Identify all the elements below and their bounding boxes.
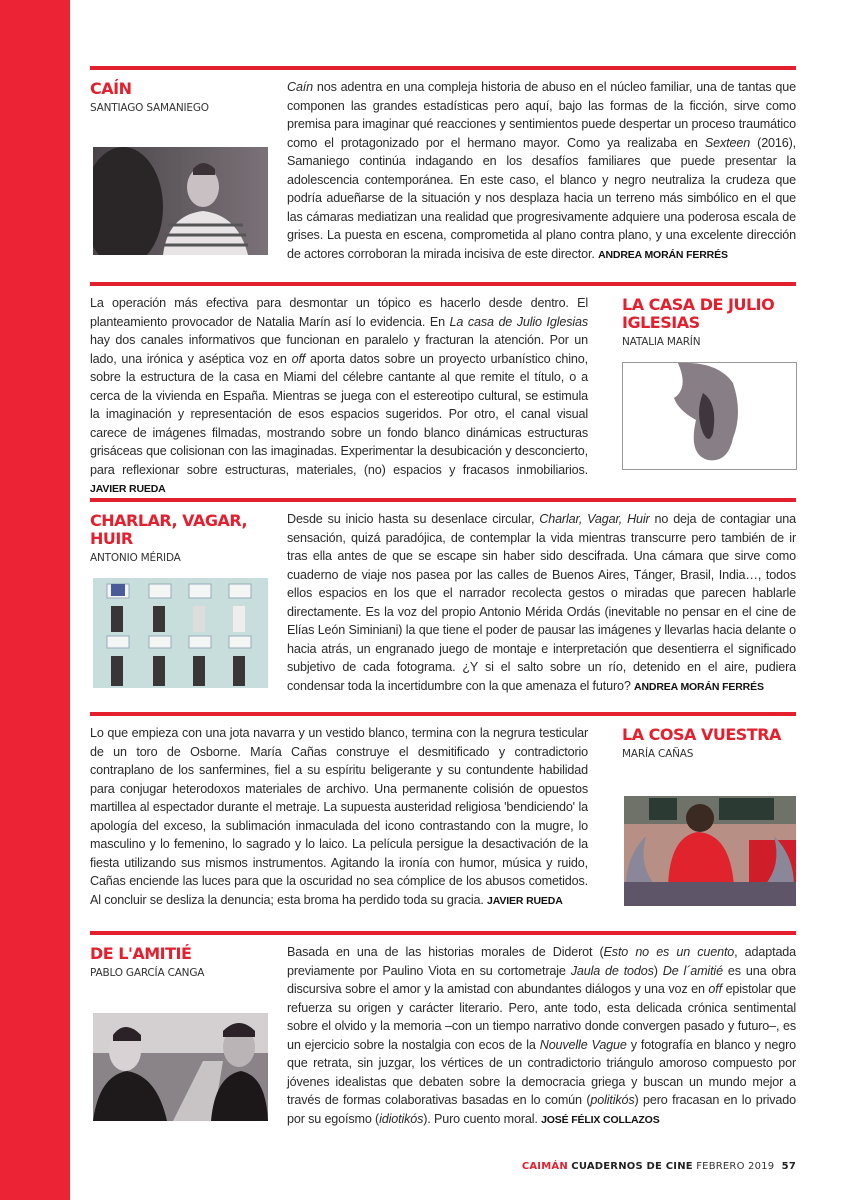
section-divider [90, 282, 796, 286]
text-run: ). Puro cuento moral. [423, 1111, 542, 1126]
photo-two-men-walking-icon [93, 1013, 268, 1121]
italic-title-run: Sexteen [704, 135, 751, 150]
section-divider [90, 931, 796, 935]
review-title: CAÍN [90, 79, 132, 98]
text-run: nos adentra en una compleja historia de abuso en el núcleo familiar, una de tantas que componen las grandes estadísticas pero aquí, bajo las formas de la ficción, sirve como premisa para imaginar qué reacciones y sentimientos puede despertar un proceso traumático como el protagonizado por el hermano mayor. Como ya realizaba en [287, 80, 796, 150]
film-still-image [624, 796, 799, 906]
text-run: Desde su inicio hasta su desenlace circular, [287, 512, 540, 526]
film-still-image [93, 1013, 268, 1121]
photo-grey-ink-structure-icon [623, 363, 796, 469]
review-director: PABLO GARCÍA CANGA [90, 967, 205, 979]
issue-date: FEBRERO 2019 [696, 1161, 775, 1172]
text-run: , adaptada previamente por Paulino Viota en su cortometraje [287, 945, 797, 978]
italic-title-run: La casa de Julio Iglesias [449, 314, 588, 329]
review-author: JAVIER RUEDA [487, 894, 563, 907]
italic-title-run: off [708, 982, 722, 996]
text-run: ) pero fracasan en lo privado por su egoísmo ( [287, 1093, 796, 1126]
text-run: La operación más efectiva para desmontar un tópico es hacerlo desde dentro. El planteamiento provocador de Natalia Marín así lo evidencia. En [90, 296, 588, 329]
italic-title-run: Charlar, Vagar, Huir [539, 512, 650, 526]
review-cain [90, 66, 796, 266]
text-run: (2016), Samaniego continúa indagando en los desafíos familiares que puede presentar la adolescencia contemporánea. En este caso, el blanco y negro neutraliza la crudeza que podría adueñarse de la situación y nos desplaza hacia un terreno más simbólico en el que las cámaras mediatizan una realidad que progresivamente adquiere una poderosa escala de grises. La puesta en escena, comprometida al plano contra plano, y una excelente dirección de actores corroboran la mirada incisiva de este director. [287, 135, 797, 261]
text-run: y fotografía en blanco y negro que retrata, sin juzgar, los vértices de un contradictorio triángulo amoroso compuesto por jóvenes idealistas que debaten sobre la democracia griega y buscan un mundo mejor a través de formas colaborativas basadas en lo común ( [287, 1037, 796, 1107]
review-la-casa-de-julio-iglesias [90, 282, 796, 495]
section-divider [90, 712, 796, 716]
italic-title-run: politikós [590, 1093, 635, 1107]
review-author: JOSÉ FÉLIX COLLAZOS [541, 1113, 660, 1126]
review-title: CHARLAR, VAGAR, HUIR [90, 511, 248, 548]
review-director: SANTIAGO SAMANIEGO [90, 102, 209, 114]
review-body [287, 943, 796, 1129]
film-still-image [622, 362, 797, 470]
text-run: aporta datos sobre un proyecto urbanístico chino, sobre la estructura de la casa en Miami del célebre cantante al que remite el título, o a cerca de la vivienda en España. Mientras se juega con el estereotipo cultural, se estimula la imaginación y representación de esos espacios sugeridos. Por otro, el canal visual carece de imágenes filmadas, mostrando sobre un fondo blanco dinámicas estructuras grisáceas que colisionan con las imaginadas. Experimentar la desubicación y desconcierto, para reflexionar sobre estructuras, materiales, (no) espacios y fracasos inmobiliarios. [90, 351, 588, 477]
text-run: epistolar que refuerza su origen y carácter literario. Pero, ante todo, esta delicada crónica sentimental sobre el olvido y la memoria –con un tiempo narrativo donde convergen pasado y futuro–, es un ejercicio sobre la nostalgia con ecos de la [287, 982, 796, 1052]
review-title: LA COSA VUESTRA [622, 725, 781, 744]
page-number: 57 [781, 1161, 796, 1172]
red-sidebar-band [0, 0, 70, 1200]
review-director: ANTONIO MÉRIDA [90, 552, 181, 564]
italic-title-run: De l´amitié [662, 963, 723, 978]
text-run: no deja de contagiar una sensación, quizá paradójica, de contemplar la vida mientras transcurre pero también de ir tras ella antes de que se escape sin haber sido descifrada. Una cámara que sirve como cuaderno de viaje nos pasea por las calles de Buenos Aires, Tánger, Brasil, India…, todos ellos espacios en los que el narrador recolecta gestos o miradas que parecen hablarle directamente. Es la voz del propio Antonio Mérida Ordás (inevitable no pensar en el cine de Elías León Siminiani) la que tiene el poder de pausar las imágenes y llevarlas hacia delante o hacia atrás, un engranado juego de montaje e interpretación que desentierra el significado subjetivo de cada fotograma. ¿Y si el salto sobre un río, detenido en el aire, pudiera condensar toda la incertidumbre con la que amenaza el futuro? [287, 512, 796, 693]
text-run: Basada en una de las historias morales de Diderot ( [287, 945, 604, 959]
review-director: NATALIA MARÍN [622, 336, 701, 348]
section-divider [90, 498, 796, 502]
text-run: Lo que empieza con una jota navarra y un vestido blanco, termina con la negrura testicular de un toro de Osborne. María Cañas construye el desmitificado y contradictorio contraplano de los sanfermines, fiel a su espíritu beligerante y su contundente habilidad para conjugar heterodoxos materiales de archivo. Una permanente colisión de opuestos martillea al espectador durante el metraje. La supuesta austeridad religiosa 'bendiciendo' la apología del exceso, la sublimación inmaculada del icono contrastando con la mugre, lo masculino y lo femenino, lo sagrado y lo laico. La película persigue la desactivación de la fiesta utilizando sus mismos instrumentos. Agitando la ironía con humor, música y ruido, Cañas enciende las luces para que la oscuridad no sea cómplice de los abusos cometidos. Al concluir se desliza la denuncia; esta broma ha perdido toda su gracia. [90, 726, 588, 907]
review-author: ANDREA MORÁN FERRÉS [634, 680, 764, 693]
text-run: es una obra discursiva sobre el amor y la amistad con abundantes diálogos y una voz en [287, 963, 796, 996]
review-author: ANDREA MORÁN FERRÉS [598, 248, 728, 261]
italic-title-run: idiotikós [379, 1111, 424, 1126]
magazine-brand: CAIMÁN [521, 1161, 568, 1172]
italic-title-run: Nouvelle Vague [539, 1037, 627, 1052]
photo-building-facade-icon [93, 578, 268, 688]
review-body [287, 510, 796, 696]
photo-bullfighter-red-shirt-icon [624, 796, 796, 906]
italic-title-run: off [291, 351, 306, 366]
photo-boy-striped-shirt-icon [93, 147, 268, 255]
review-body [287, 78, 796, 264]
film-still-image [93, 578, 268, 688]
italic-title-run: Esto no es un cuento [603, 945, 735, 959]
review-de-lamitie [90, 931, 796, 1131]
section-divider [90, 66, 796, 70]
text-run: ) [653, 963, 663, 978]
text-run: hay dos canales informativos que funcionan en paralelo y fracturan la atención. Por un lado, una irónica y aséptica voz en [90, 333, 588, 366]
review-director: MARÍA CAÑAS [622, 748, 694, 760]
review-title: LA CASA DE JULIO IGLESIAS [622, 295, 775, 332]
review-charlar-vagar-huir [90, 498, 796, 698]
magazine-subtitle: CUADERNOS DE CINE [571, 1161, 693, 1172]
review-author: JAVIER RUEDA [90, 483, 166, 495]
review-title: DE L'AMITIÉ [90, 944, 192, 963]
review-body [90, 724, 588, 910]
page-footer [522, 1161, 796, 1172]
italic-title-run: Caín [287, 80, 314, 94]
film-still-image [93, 147, 268, 255]
review-la-cosa-vuestra [90, 712, 796, 912]
italic-title-run: Jaula de todos [570, 963, 654, 978]
review-body [90, 294, 588, 499]
